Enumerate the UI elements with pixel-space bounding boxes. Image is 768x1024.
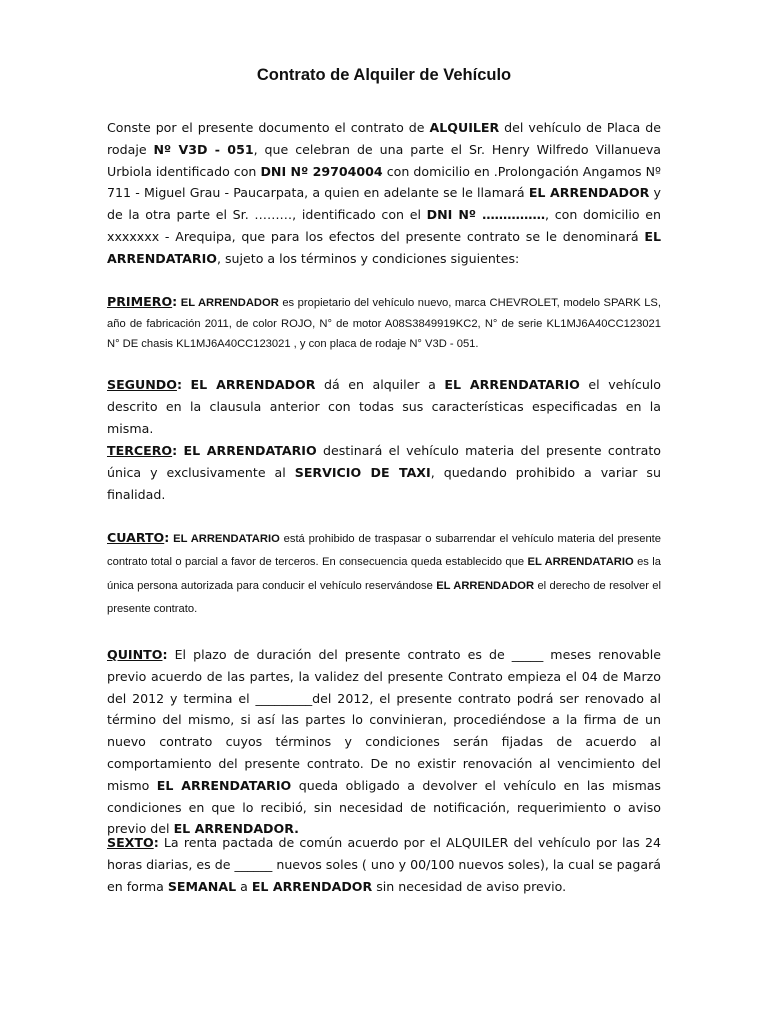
text-run: a	[236, 878, 252, 894]
clause-sexto	[107, 832, 661, 897]
clause-heading	[107, 530, 169, 545]
clause-heading	[107, 835, 159, 850]
text-run: La renta pactada de común acuerdo por el ALQUILER del vehículo por las 24 horas diarias, es de ______ nuevos soles ( uno y 00/100 nuevos soles), la cual se pagará en forma	[107, 835, 661, 894]
bold-run: EL ARRENDATARIO	[183, 443, 317, 458]
bold-run: EL ARRENDADOR	[251, 878, 373, 894]
text-run: El plazo de duración del presente contrato es de _____ meses renovable previo acuerdo de las partes, la validez del presente Contrato empieza el 04 de Marzo del 2012 y termina el _________del 2012, el presente contrato podrá ser renovado al término del mismo, si así las partes lo convinieran, procediéndose a la firma de un nuevo contrato cuyos términos y condiciones serán fijadas de acuerdo al comportamiento del presente contrato. De no existir renovación al vencimiento del mismo	[107, 647, 661, 793]
bold-run: SERVICIO DE TAXI	[294, 464, 431, 480]
clause-heading-label: CUARTO	[107, 530, 165, 545]
text-run: , quedando prohibido a variar su finalidad.	[107, 464, 661, 502]
clause-heading-label: PRIMERO	[107, 294, 173, 309]
bold-run: EL ARRENDADOR	[528, 185, 650, 201]
text-run: del vehículo de Placa de rodaje	[107, 120, 661, 157]
bold-run: SEMANAL	[167, 878, 237, 894]
text-run: está prohibido de traspasar o subarrendar el vehículo materia del presente contrato total o parcial a favor de terceros. En consecuencia queda establecido que	[107, 533, 662, 569]
bold-run: EL ARRENDADOR.	[173, 821, 299, 837]
clause-quinto	[107, 644, 661, 840]
bold-run: ALQUILER	[429, 120, 500, 135]
clause-heading	[107, 647, 168, 662]
text-run: y de la otra parte el Sr. ………, identificado con el	[107, 185, 661, 223]
clause-heading-label: QUINTO	[107, 647, 163, 662]
bold-run: EL ARRENDATARIO	[444, 377, 580, 392]
text-run: , sujeto a los términos y condiciones siguientes:	[216, 250, 520, 266]
bold-run: DNI Nº ……………	[426, 207, 546, 223]
text-run: dá en alquiler a	[315, 377, 445, 392]
clause-heading-label: SEGUNDO	[107, 377, 177, 392]
clause-heading	[107, 443, 177, 458]
clause-heading-colon: :	[172, 294, 178, 309]
bold-run: EL ARRENDATARIO	[156, 777, 292, 793]
intro-paragraph	[107, 117, 661, 270]
text-run: el vehículo descrito en la clausula anterior con todas sus características especificadas en la misma.	[107, 377, 662, 436]
clause-heading-label: TERCERO	[107, 443, 173, 458]
bold-run: Nº V3D - 051	[153, 141, 254, 157]
clause-heading-colon: :	[164, 530, 170, 545]
text-run: destinará el vehículo materia del presente contrato única y exclusivamente al	[107, 443, 661, 480]
text-run: es la única persona autorizada para conducir el vehículo reservándose	[107, 556, 661, 592]
clause-heading	[107, 294, 177, 309]
bold-run: EL ARRENDADOR	[190, 377, 316, 392]
clause-heading-colon: :	[176, 377, 182, 392]
clause-primero	[107, 292, 661, 355]
bold-run: DNI Nº 29704004	[260, 163, 383, 179]
clause-heading	[107, 377, 182, 392]
text-run: el derecho de resolver el presente contrato.	[107, 579, 661, 615]
text-run: es propietario del vehículo nuevo, marca CHEVROLET, modelo SPARK LS, año de fabricación 2011, de color ROJO, N° de motor A08S3849919KC2, N° de serie KL1MJ6A40CC123021 N° DE chasis KL1MJ6A40CC123021 , y con placa de rodaje N° V3D - 051.	[107, 297, 661, 351]
text-run: queda obligado a devolver el vehículo en las mismas condiciones en que lo recibió, sin necesidad de notificación, requerimiento o aviso previo del	[107, 777, 661, 837]
clause-heading-colon: :	[153, 835, 159, 850]
clause-heading-label: SEXTO	[107, 835, 154, 850]
clause-tercero	[107, 440, 661, 505]
bold-run: EL ARRENDATARIO	[107, 228, 661, 266]
text-run: con domicilio en .Prolongación Angamos Nº 711 - Miguel Grau - Paucarpata, a quien en adelante se le llamará	[107, 163, 661, 201]
bold-run: EL ARRENDADOR	[436, 579, 535, 592]
text-run: Conste por el presente documento el contrato de	[107, 120, 430, 135]
text-run: , que celebran de una parte el Sr. Henry Wilfredo Villanueva Urbiola identificado con	[107, 141, 661, 179]
clause-heading-colon: :	[172, 443, 178, 458]
clause-segundo	[107, 374, 661, 439]
bold-run: EL ARRENDADOR	[180, 297, 279, 309]
clause-cuarto	[107, 526, 661, 621]
clause-heading-colon: :	[162, 647, 168, 662]
document-title: Contrato de Alquiler de Vehículo	[256, 66, 512, 84]
bold-run: EL ARRENDATARIO	[527, 556, 634, 569]
text-run: sin necesidad de aviso previo.	[372, 878, 567, 894]
text-run: , con domicilio en xxxxxxx - Arequipa, que para los efectos del presente contrato se le denominará	[107, 207, 661, 244]
bold-run: EL ARRENDATARIO	[173, 533, 280, 545]
